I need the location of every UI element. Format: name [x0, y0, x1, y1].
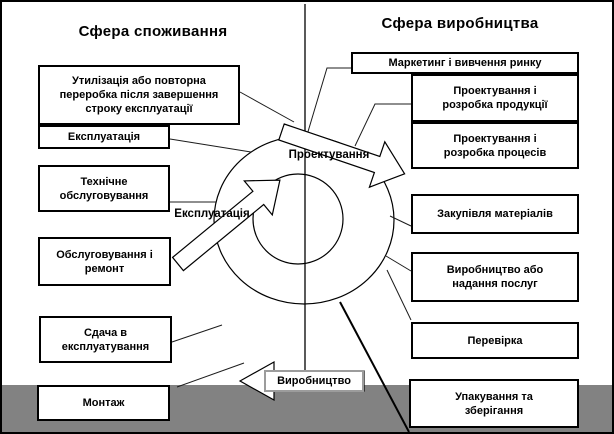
box-marketing-research: Маркетинг і вивчення ринку [351, 52, 579, 74]
connector-packaging [340, 302, 409, 432]
connector-commissioning [172, 325, 222, 342]
box-service-and-repair: Обслуговування і ремонт [38, 237, 171, 286]
connector-verification [387, 270, 411, 320]
box-installation: Монтаж [37, 385, 170, 421]
box-exploitation: Експлуатація [38, 125, 170, 149]
box-material-purchasing: Закупівля матеріалів [411, 194, 579, 234]
connector-exploitation [170, 139, 251, 152]
connector-product-design [355, 104, 411, 146]
box-process-design: Проектування і розробка процесів [411, 122, 579, 169]
consumption-sphere-title: Сфера споживання [78, 23, 228, 40]
operation-arrow-label: Експлуатація [174, 208, 250, 220]
design-arrow-label: Проектування [288, 149, 370, 161]
production-arrow-label-box [264, 370, 364, 392]
box-utilization-recycling: Утилізація або повторна переробка після завершення строку експлуатації [38, 65, 240, 125]
box-technical-maintenance: Технічне обслуговування [38, 165, 170, 212]
box-product-design: Проектування і розробка продукції [411, 74, 579, 122]
production-sphere-title: Сфера виробництва [381, 15, 539, 32]
box-packaging-storage: Упакування та зберігання [409, 379, 579, 428]
box-production-or-services: Виробництво або надання послуг [411, 252, 579, 302]
connector-marketing [307, 68, 351, 135]
connector-production-services [386, 256, 411, 271]
connector-installation [177, 363, 244, 387]
production-arrow-label: Виробництво [277, 375, 351, 387]
box-verification: Перевірка [411, 322, 579, 359]
connector-utilization [240, 92, 294, 122]
box-commissioning: Сдача в експлуатування [39, 316, 172, 363]
